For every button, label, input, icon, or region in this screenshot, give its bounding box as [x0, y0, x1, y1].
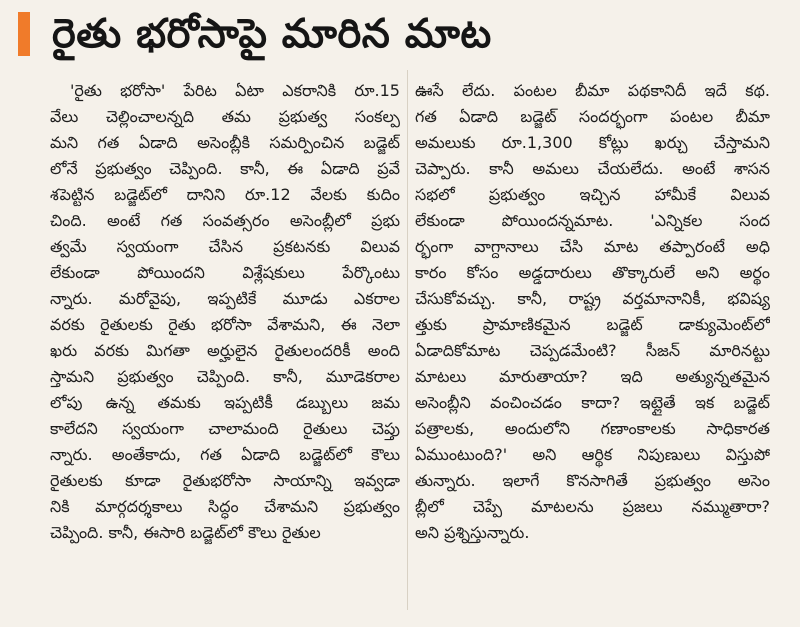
text-line: త్తుకు ప్రామాణికమైన బడ్జెట్ డాక్యుమెంట్‌లో — [415, 315, 770, 334]
text-line: శపెట్టిన బడ్జెట్‌లో దానిని రూ.12 వేలకు కుదిం — [50, 185, 400, 204]
text-line: ఏడాదికోమాట చెప్పడమేంటి? సీజన్ మారినట్టు — [415, 341, 770, 360]
text-line: లేకుండా పోయిందని విశ్లేషకులు పేర్కొంటు — [50, 263, 400, 282]
text-line: సభలో ప్రభుత్వం ఇచ్చిన హామీకే విలువ — [415, 185, 770, 204]
text-line: ఏముంటుంది?' అని ఆర్థిక నిపుణులు విస్తుపో — [415, 445, 770, 464]
text-line: వరకు రైతులకు రైతు భరోసా వేశామని, ఈ నెలా — [50, 315, 400, 334]
text-line: న్నారు. మరోవైపు, ఇప్పటికే మూడు ఎకరాల — [50, 289, 400, 308]
text-line: లేకుండా పోయిందన్నమాట. 'ఎన్నికల సంద — [415, 211, 770, 230]
text-line: అమలుకు రూ.1,300 కోట్లు ఖర్చు చేస్తామని — [415, 133, 770, 152]
text-line: చెప్పింది. కానీ, ఈసారి బడ్జెట్‌లో కౌలు రైతుల — [50, 523, 321, 542]
text-line: త్వమే స్వయంగా చేసిన ప్రకటనకు విలువ — [50, 237, 400, 256]
text-line: తున్నారు. ఇలాగే కొనసాగితే ప్రభుత్వం అసెం — [415, 471, 770, 490]
text-line: లోపు ఉన్న తమకు ఇప్పటికీ డబ్బులు జమ — [50, 393, 400, 412]
text-line: పత్రాలకు, అందులోని గణాంకాలకు సాధికారత — [415, 419, 770, 438]
left-column — [50, 78, 400, 618]
article-headline: రైతు భరోసాపై మారిన మాట — [52, 11, 492, 57]
text-line: వేలు చెల్లించాలన్నది తమ ప్రభుత్వ సంకల్ప — [50, 107, 400, 126]
column-divider — [407, 70, 408, 610]
right-column — [415, 78, 770, 618]
text-line: మాటలు మారుతాయా? ఇది అత్యున్నతమైన — [415, 367, 770, 386]
text-line: చెప్పారు. కానీ అమలు చేయలేదు. అంటే శాసన — [415, 159, 770, 178]
text-line: మని గత ఏడాది అసెంబ్లీకి సమర్పించిన బడ్జెట్ — [50, 133, 400, 152]
text-line: ర్భంగా వాగ్దానాలు చేసి మాట తప్పారంటే అధి — [415, 237, 770, 256]
text-line: న్నారు. అంతేకాదు, గత ఏడాది బడ్జెట్‌లో కౌలు — [50, 445, 400, 464]
text-line: స్తామని ప్రభుత్వం చెప్పింది. కానీ, మూడెకరాల — [50, 367, 400, 386]
text-line: అని ప్రశ్నిస్తున్నారు. — [415, 523, 530, 542]
text-line: ఊసే లేదు. పంటల బీమా పథకానిదీ ఇదే కథ. — [415, 81, 770, 100]
text-line: నికి మార్గదర్శకాలు సిద్ధం చేశామని ప్రభుత్వం — [50, 497, 400, 516]
text-line: చేసుకోవచ్చు. కానీ, రాష్ట్ర వర్తమానానికీ, భవిష్య — [415, 289, 770, 308]
text-line: బ్లీలో చెప్పే మాటలను ప్రజలు నమ్ముతారా? — [415, 497, 770, 516]
text-line: 'రైతు భరోసా' పేరిట ఏటా ఎకరానికి రూ.15 — [70, 81, 400, 100]
text-line: కారం కోసం అడ్డదారులు తొక్కారులే అని అర్థం — [415, 263, 770, 282]
text-line: ఖరు వరకు మిగతా అర్హులైన రైతులందరికీ అంది — [50, 341, 400, 360]
text-line: కాలేదని స్వయంగా చాలామంది రైతులు చెప్తు — [50, 419, 400, 438]
headline-accent-bar — [18, 12, 30, 56]
text-line: అసెంబ్లీని వంచించడం కాదా? ఇట్లైతే ఇక బడ్జెట్ — [415, 393, 770, 412]
text-line: రైతులకు కూడా రైతుభరోసా సాయాన్ని ఇవ్వడా — [50, 471, 400, 490]
text-line: చింది. అంటే గత సంవత్సరం అసెంబ్లీలో ప్రభు — [50, 211, 400, 230]
text-line: గత ఏడాది బడ్జెట్ సందర్భంగా పంటల బీమా — [415, 107, 770, 126]
text-line: లోనే ప్రభుత్వం చెప్పింది. కానీ, ఈ ఏడాది ప్రవే — [50, 159, 400, 178]
